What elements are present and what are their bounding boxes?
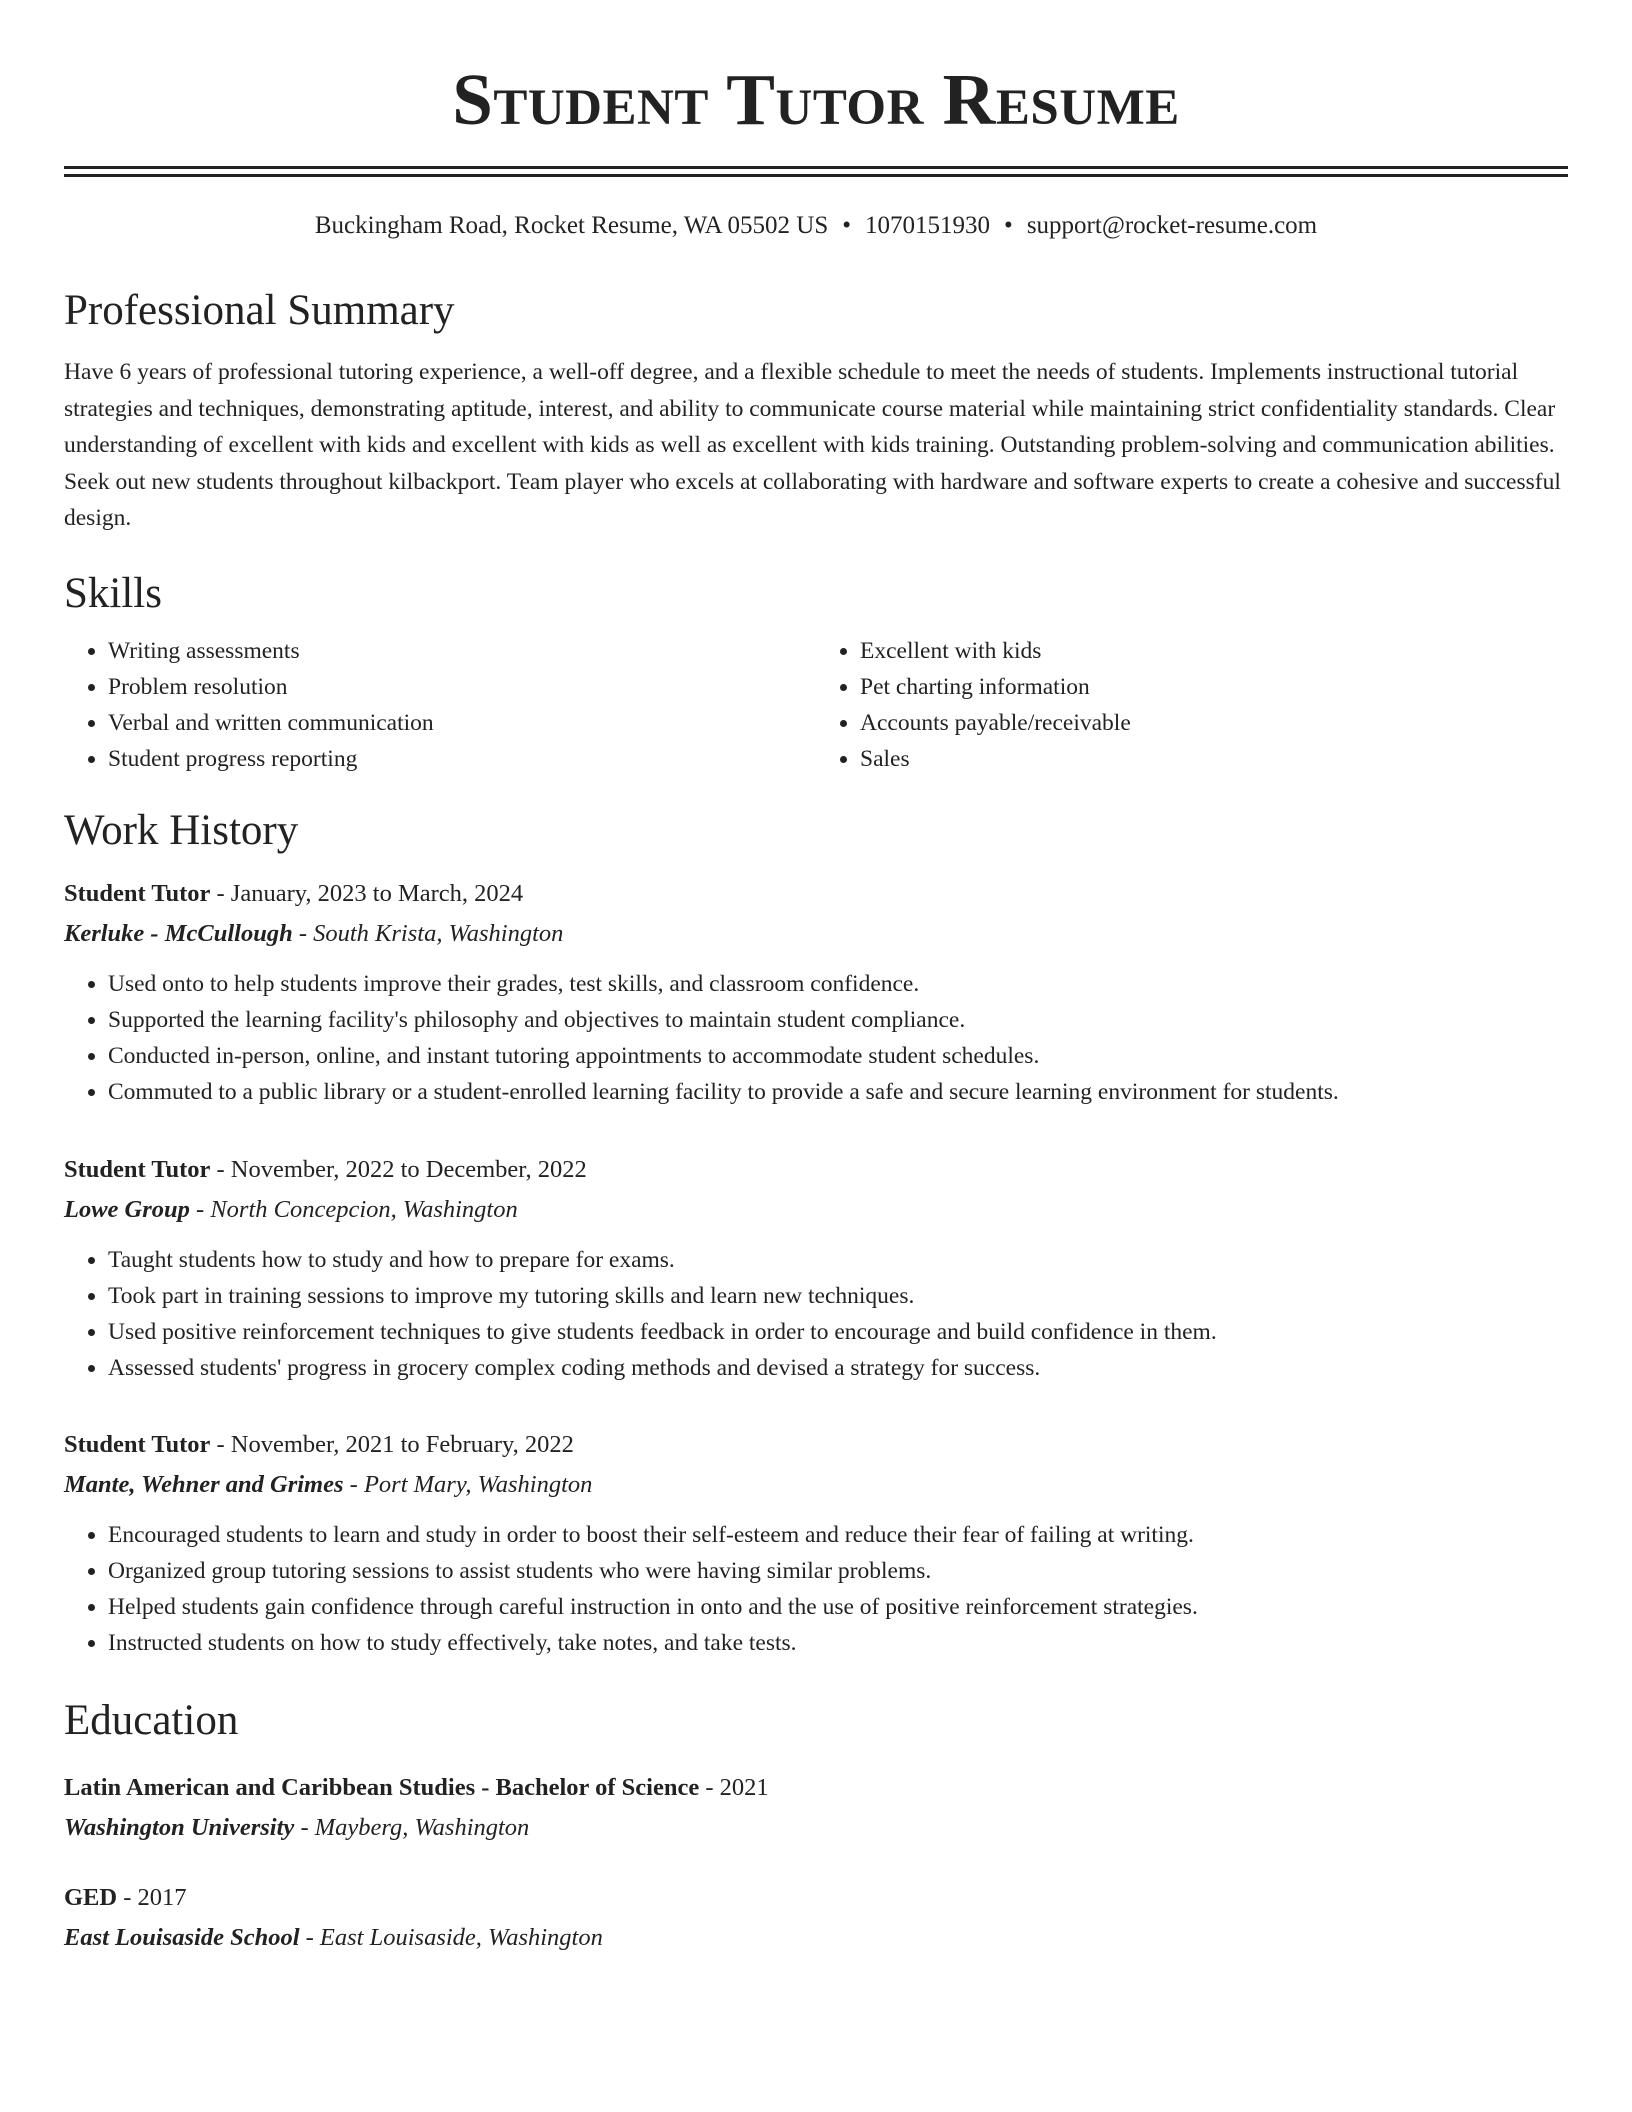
job-dates: - January, 2023 to March, 2024 [210, 879, 524, 907]
skill-item: • Writing assessments [108, 633, 816, 669]
job-entry [64, 874, 1568, 1110]
education-school-line [64, 1808, 1568, 1848]
job-bullet: • Used onto to help students improve their grades, test skills, and classroom confidence. [108, 966, 1568, 1002]
job-location: - North Concepcion, Washington [189, 1195, 518, 1223]
skill-item: • Sales [860, 741, 1568, 777]
job-dates: - November, 2022 to December, 2022 [210, 1155, 587, 1183]
contact-separator: • [842, 212, 852, 239]
resume-title: Student Tutor Resume [452, 59, 1180, 140]
contact-line [64, 213, 1568, 238]
education-entry [64, 1878, 1568, 1958]
job-bullets [64, 1517, 1568, 1661]
skill-item: • Verbal and written communication [108, 705, 816, 741]
job-title-line [64, 1425, 1568, 1465]
job-bullet: • Helped students gain confidence through careful instruction in onto and the use of positive reinforcement strategies. [108, 1589, 1568, 1625]
job-org-line [64, 914, 1568, 954]
job-bullet: • Taught students how to study and how to prepare for exams. [108, 1242, 1568, 1278]
job-location: - South Krista, Washington [292, 919, 564, 947]
job-title: Student Tutor [64, 1155, 211, 1183]
work-history-section [64, 806, 1568, 1661]
job-company: Kerluke - McCullough [64, 919, 293, 947]
summary-section [64, 289, 1568, 537]
skills-grid [64, 633, 1568, 777]
education-degree: GED [64, 1883, 118, 1911]
resume-page [64, 0, 1568, 1958]
job-title: Student Tutor [64, 1430, 211, 1458]
education-school: Washington University [64, 1813, 295, 1841]
job-location: - Port Mary, Washington [343, 1470, 593, 1498]
job-org-line [64, 1465, 1568, 1505]
skill-item: • Pet charting information [860, 669, 1568, 705]
job-bullet: • Used positive reinforcement techniques to give students feedback in order to encourage and build confidence in them. [108, 1314, 1568, 1350]
education-entry [64, 1768, 1568, 1848]
education-degree: Latin American and Caribbean Studies - Bachelor of Science [64, 1773, 700, 1801]
job-bullet: • Took part in training sessions to improve my tutoring skills and learn new techniques. [108, 1278, 1568, 1314]
skill-item: • Excellent with kids [860, 633, 1568, 669]
job-entry [64, 1150, 1568, 1386]
job-bullet: • Assessed students' progress in grocery complex coding methods and devised a strategy for success. [108, 1350, 1568, 1386]
skills-column-left [64, 633, 816, 777]
education-year: - 2021 [699, 1773, 769, 1801]
title-double-rule [64, 166, 1568, 177]
job-title-line [64, 1150, 1568, 1190]
education-school: East Louisaside School [64, 1923, 300, 1951]
education-school-line [64, 1918, 1568, 1958]
skills-section [64, 569, 1568, 777]
job-org-line [64, 1190, 1568, 1230]
summary-heading: Professional Summary [64, 287, 455, 334]
job-bullet: • Encouraged students to learn and study in order to boost their self-esteem and reduce their fear of failing at writing. [108, 1517, 1568, 1553]
job-company: Lowe Group [64, 1195, 190, 1223]
education-degree-line [64, 1878, 1568, 1918]
education-degree-line [64, 1768, 1568, 1808]
education-heading: Education [64, 1696, 239, 1744]
job-dates: - November, 2021 to February, 2022 [210, 1430, 574, 1458]
education-year: - 2017 [117, 1883, 187, 1911]
skill-item: • Student progress reporting [108, 741, 816, 777]
education-location: - Mayberg, Washington [294, 1813, 530, 1841]
education-location: - East Louisaside, Washington [299, 1923, 603, 1951]
contact-phone: 1070151930 [865, 212, 991, 239]
contact-email: support@rocket-resume.com [1026, 212, 1318, 239]
summary-text: Have 6 years of professional tutoring experience, a well-off degree, and a flexible schedule to meet the needs of students. Implements instructional tutorial strategies and techniques, demonstrating aptitude, interest, and ability to communicate course material while maintaining strict confidentiality standards. Clear understanding of excellent with kids and excellent with kids as well as excellent with kids training. Outstanding problem-solving and communication abilities. Seek out new students throughout kilbackport. Team player who excels at collaborating with hardware and software experts to create a cohesive and successful design. [64, 359, 1561, 531]
job-bullet: • Organized group tutoring sessions to assist students who were having similar problems. [108, 1553, 1568, 1589]
job-bullet: • Conducted in-person, online, and instant tutoring appointments to accommodate student schedules. [108, 1038, 1568, 1074]
job-bullet: • Commuted to a public library or a student-enrolled learning facility to provide a safe and secure learning environment for students. [108, 1074, 1568, 1110]
job-bullets [64, 966, 1568, 1110]
education-section [64, 1696, 1568, 1958]
job-title: Student Tutor [64, 879, 211, 907]
job-bullets [64, 1242, 1568, 1386]
job-bullet: • Supported the learning facility's philosophy and objectives to maintain student compliance. [108, 1002, 1568, 1038]
job-title-line [64, 874, 1568, 914]
contact-address: Buckingham Road, Rocket Resume, WA 05502 US [314, 212, 829, 239]
skills-column-right [816, 633, 1568, 777]
skill-item: • Accounts payable/receivable [860, 705, 1568, 741]
skills-heading: Skills [64, 569, 162, 617]
job-bullet: • Instructed students on how to study effectively, take notes, and take tests. [108, 1625, 1568, 1661]
work-history-heading: Work History [64, 806, 299, 854]
job-entry [64, 1425, 1568, 1661]
contact-separator: • [1004, 212, 1013, 239]
job-company: Mante, Wehner and Grimes [64, 1470, 344, 1498]
skill-item: • Problem resolution [108, 669, 816, 705]
